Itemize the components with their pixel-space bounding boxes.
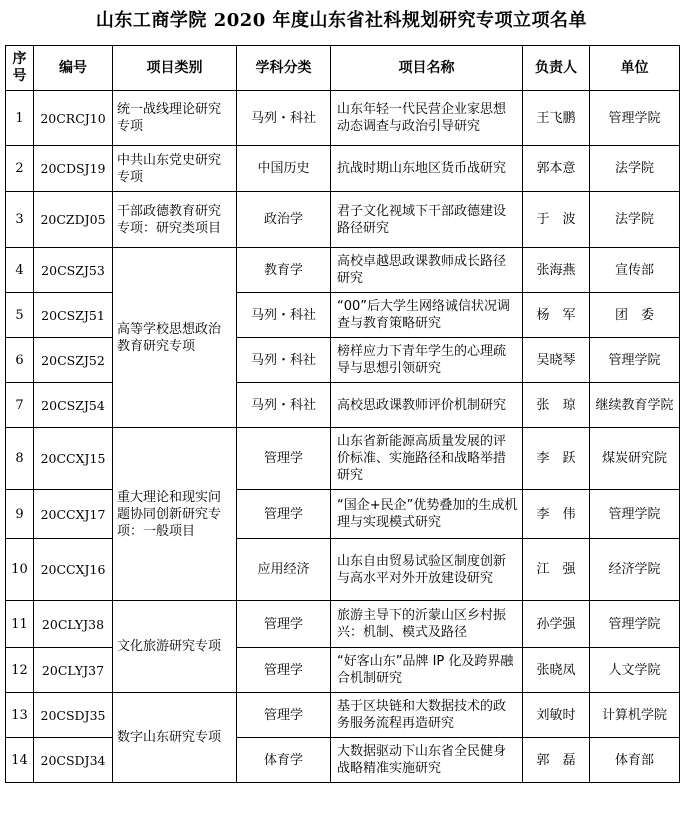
project-code: 20CSZJ52	[34, 338, 113, 383]
project-unit: 宣传部	[590, 248, 680, 293]
project-leader: 吴晓琴	[523, 338, 590, 383]
project-name: 高校思政课教师评价机制研究	[331, 383, 523, 428]
row-index: 10	[6, 539, 34, 601]
project-leader: 张 琼	[523, 383, 590, 428]
row-index: 11	[6, 601, 34, 648]
discipline: 应用经济	[237, 539, 331, 601]
project-unit: 体育部	[590, 738, 680, 783]
table-row	[6, 648, 680, 693]
header-unit: 单位	[590, 46, 680, 91]
discipline: 管理学	[237, 693, 331, 738]
project-category: 干部政德教育研究专项：研究类项目	[113, 192, 237, 248]
row-index: 1	[6, 91, 34, 146]
project-name: 抗战时期山东地区货币战研究	[331, 146, 523, 192]
row-index: 5	[6, 293, 34, 338]
project-code: 20CCXJ17	[34, 490, 113, 539]
project-unit: 管理学院	[590, 490, 680, 539]
table-row	[6, 248, 680, 293]
header-index: 序号	[6, 46, 34, 91]
project-category: 文化旅游研究专项	[113, 601, 237, 693]
project-leader: 杨 军	[523, 293, 590, 338]
project-leader: 李 伟	[523, 490, 590, 539]
project-category: 高等学校思想政治教育研究专项	[113, 248, 237, 428]
project-unit: 继续教育学院	[590, 383, 680, 428]
discipline: 管理学	[237, 428, 331, 490]
project-code: 20CRCJ10	[34, 91, 113, 146]
row-index: 12	[6, 648, 34, 693]
project-name: “00”后大学生网络诚信状况调查与教育策略研究	[331, 293, 523, 338]
project-unit: 经济学院	[590, 539, 680, 601]
table-row	[6, 192, 680, 248]
row-index: 9	[6, 490, 34, 539]
discipline: 管理学	[237, 490, 331, 539]
discipline: 马列・科社	[237, 383, 331, 428]
discipline: 体育学	[237, 738, 331, 783]
table-row	[6, 738, 680, 783]
table-row	[6, 293, 680, 338]
project-unit: 计算机学院	[590, 693, 680, 738]
discipline: 中国历史	[237, 146, 331, 192]
project-leader: 孙学强	[523, 601, 590, 648]
table-row	[6, 693, 680, 738]
project-unit: 团 委	[590, 293, 680, 338]
discipline: 马列・科社	[237, 91, 331, 146]
table-row	[6, 428, 680, 490]
table-row	[6, 490, 680, 539]
row-index: 2	[6, 146, 34, 192]
row-index: 13	[6, 693, 34, 738]
project-leader: 江 强	[523, 539, 590, 601]
project-category: 统一战线理论研究专项	[113, 91, 237, 146]
project-code: 20CZDJ05	[34, 192, 113, 248]
header-code: 编号	[34, 46, 113, 91]
project-code: 20CLYJ37	[34, 648, 113, 693]
project-name: 大数据驱动下山东省全民健身战略精准实施研究	[331, 738, 523, 783]
project-leader: 李 跃	[523, 428, 590, 490]
project-code: 20CCXJ16	[34, 539, 113, 601]
discipline: 管理学	[237, 601, 331, 648]
project-name: 榜样应力下青年学生的心理疏导与思想引领研究	[331, 338, 523, 383]
project-code: 20CSZJ53	[34, 248, 113, 293]
project-name: 山东自由贸易试验区制度创新与高水平对外开放建设研究	[331, 539, 523, 601]
project-unit: 人文学院	[590, 648, 680, 693]
row-index: 7	[6, 383, 34, 428]
project-unit: 管理学院	[590, 601, 680, 648]
project-unit: 管理学院	[590, 338, 680, 383]
project-name: 君子文化视域下干部政德建设路径研究	[331, 192, 523, 248]
discipline: 马列・科社	[237, 338, 331, 383]
project-leader: 王飞鹏	[523, 91, 590, 146]
project-code: 20CLYJ38	[34, 601, 113, 648]
table-row	[6, 146, 680, 192]
project-leader: 张晓凤	[523, 648, 590, 693]
project-leader: 于 波	[523, 192, 590, 248]
project-code: 20CCXJ15	[34, 428, 113, 490]
project-code: 20CSDJ34	[34, 738, 113, 783]
table-row	[6, 338, 680, 383]
row-index: 4	[6, 248, 34, 293]
header-leader: 负责人	[523, 46, 590, 91]
project-code: 20CSZJ54	[34, 383, 113, 428]
project-leader: 张海燕	[523, 248, 590, 293]
project-name: 山东省新能源高质量发展的评价标准、实施路径和战略举措研究	[331, 428, 523, 490]
table-row	[6, 91, 680, 146]
project-code: 20CDSJ19	[34, 146, 113, 192]
project-unit: 法学院	[590, 146, 680, 192]
table-row	[6, 539, 680, 601]
table-row	[6, 601, 680, 648]
discipline: 管理学	[237, 648, 331, 693]
project-leader: 刘敏时	[523, 693, 590, 738]
discipline: 教育学	[237, 248, 331, 293]
discipline: 马列・科社	[237, 293, 331, 338]
project-name: 山东年轻一代民营企业家思想动态调查与政治引导研究	[331, 91, 523, 146]
row-index: 3	[6, 192, 34, 248]
row-index: 8	[6, 428, 34, 490]
project-leader: 郭本意	[523, 146, 590, 192]
project-category: 重大理论和现实问题协同创新研究专项：一般项目	[113, 428, 237, 601]
header-category: 项目类别	[113, 46, 237, 91]
project-name: “好客山东”品牌 IP 化及跨界融合机制研究	[331, 648, 523, 693]
header-project-name: 项目名称	[331, 46, 523, 91]
row-index: 14	[6, 738, 34, 783]
row-index: 6	[6, 338, 34, 383]
header-discipline: 学科分类	[237, 46, 331, 91]
project-code: 20CSDJ35	[34, 693, 113, 738]
project-name: “国企+民企”优势叠加的生成机理与实现模式研究	[331, 490, 523, 539]
project-unit: 法学院	[590, 192, 680, 248]
table-row	[6, 383, 680, 428]
project-unit: 煤炭研究院	[590, 428, 680, 490]
project-unit: 管理学院	[590, 91, 680, 146]
project-category: 中共山东党史研究专项	[113, 146, 237, 192]
project-name: 高校卓越思政课教师成长路径研究	[331, 248, 523, 293]
discipline: 政治学	[237, 192, 331, 248]
project-code: 20CSZJ51	[34, 293, 113, 338]
project-name: 旅游主导下的沂蒙山区乡村振兴：机制、模式及路径	[331, 601, 523, 648]
document-title: 山东工商学院 2020 年度山东省社科规划研究专项立项名单	[95, 10, 588, 31]
project-leader: 郭 磊	[523, 738, 590, 783]
project-list-table	[5, 45, 680, 783]
table-header-row	[6, 46, 680, 91]
project-category: 数字山东研究专项	[113, 693, 237, 783]
project-name: 基于区块链和大数据技术的政务服务流程再造研究	[331, 693, 523, 738]
